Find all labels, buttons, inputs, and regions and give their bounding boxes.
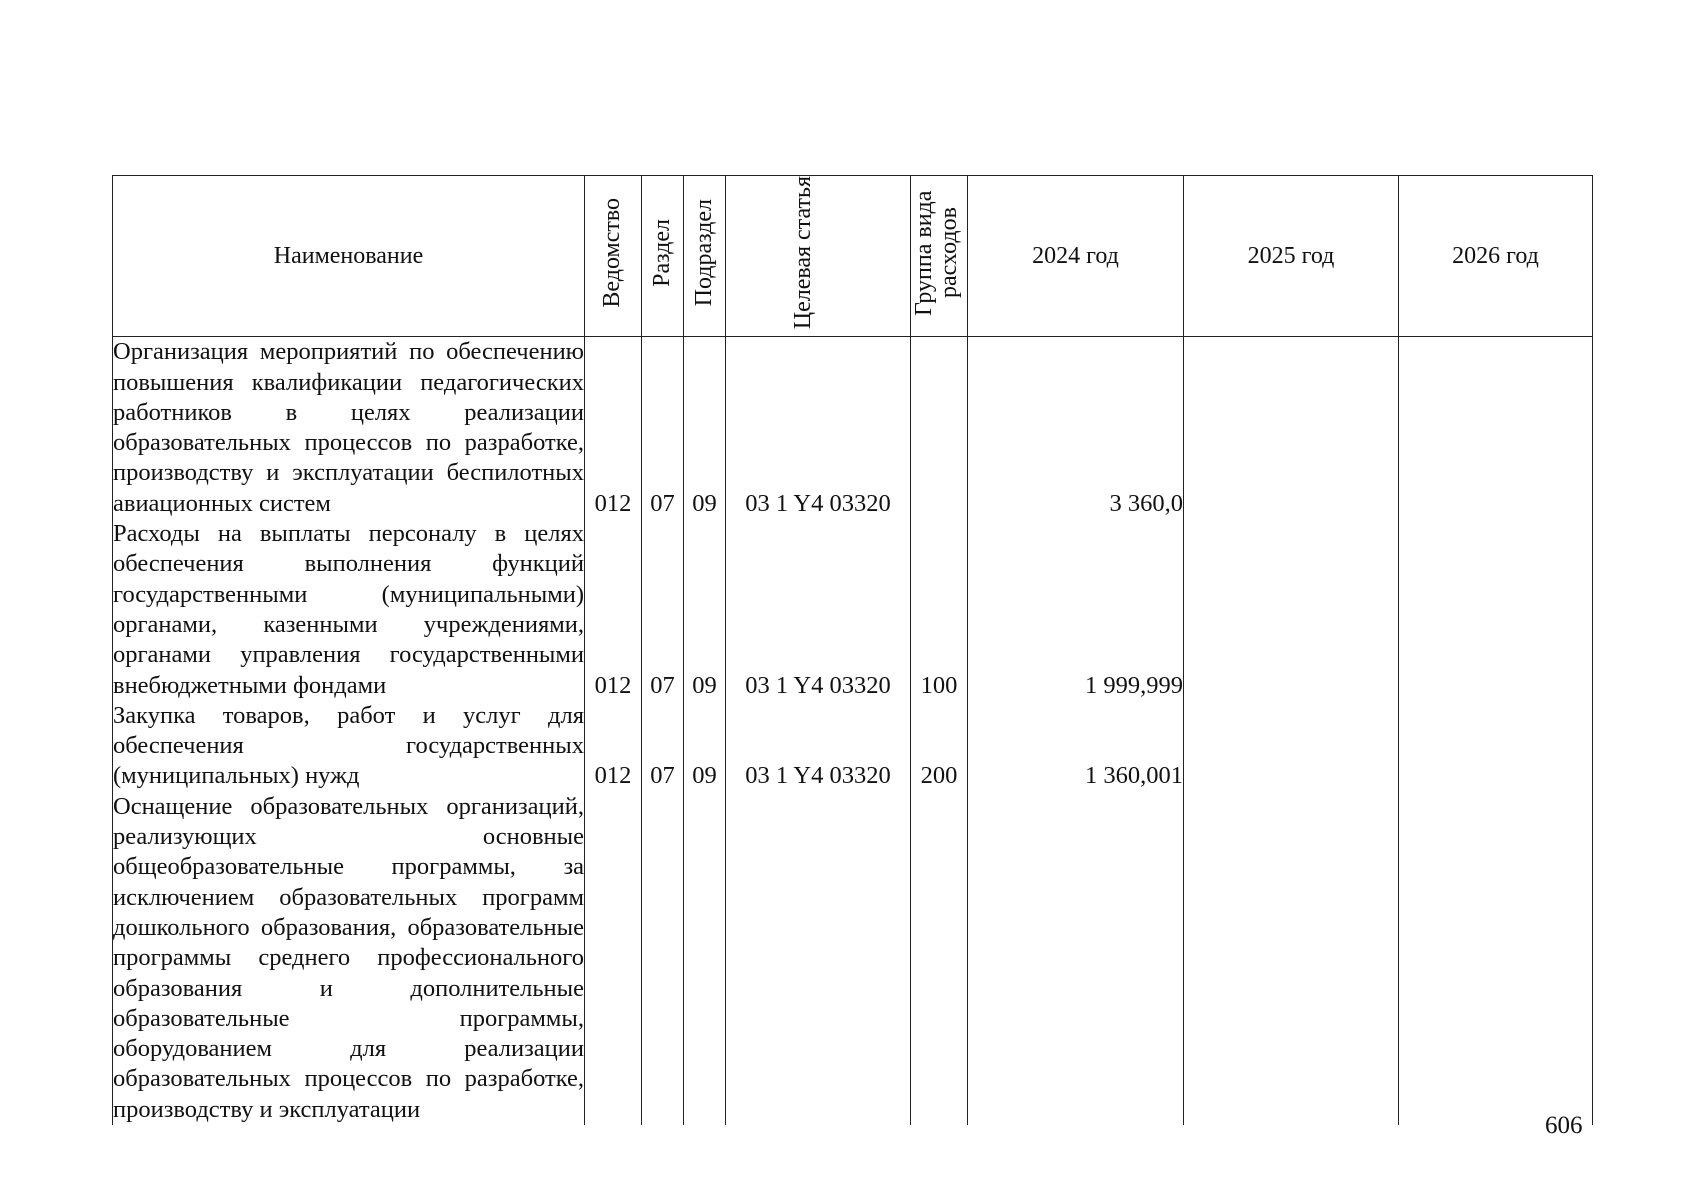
row-2026: [1399, 792, 1593, 1125]
row-2025: [1184, 519, 1399, 701]
row-subsection: 09: [684, 519, 726, 701]
row-expense-group: 200: [911, 701, 968, 792]
header-subsection: Подраздел: [684, 176, 726, 337]
row-department: 012: [585, 337, 642, 519]
row-section: 07: [642, 337, 684, 519]
row-2024: 3 360,0: [968, 337, 1184, 519]
row-2024: [968, 792, 1184, 1125]
header-2025: 2025 год: [1184, 176, 1399, 337]
budget-table: [112, 175, 1593, 1125]
row-subsection: [684, 792, 726, 1125]
header-name: Наименование: [113, 176, 585, 337]
row-name: Закупка товаров, работ и услуг для обеспечения государственных (муниципальных) нужд: [113, 701, 585, 792]
header-2024: 2024 год: [968, 176, 1184, 337]
row-name: Оснащение образовательных организаций, реализующих основные общеобразовательные программы, за исключением образовательных программ дошкольного образования, образовательные программы среднего профессионального образования и дополнительные образовательные программы, оборудованием для реализации образовательных процессов по разработке, производству и эксплуатации: [113, 792, 585, 1125]
table-row: [113, 337, 1593, 519]
table-row: [113, 792, 1593, 1125]
header-2026: 2026 год: [1399, 176, 1593, 337]
table-row: [113, 519, 1593, 701]
row-2024: 1 999,999: [968, 519, 1184, 701]
row-2026: [1399, 337, 1593, 519]
header-section: Раздел: [642, 176, 684, 337]
row-expense-group: 100: [911, 519, 968, 701]
row-section: [642, 792, 684, 1125]
row-expense-group: [911, 337, 968, 519]
row-2025: [1184, 701, 1399, 792]
row-2025: [1184, 792, 1399, 1125]
row-2026: [1399, 701, 1593, 792]
row-target-item: [726, 792, 911, 1125]
row-target-item: 03 1 Y4 03320: [726, 519, 911, 701]
row-2024: 1 360,001: [968, 701, 1184, 792]
table-row: [113, 701, 1593, 792]
row-subsection: 09: [684, 337, 726, 519]
row-subsection: 09: [684, 701, 726, 792]
row-name: Организация мероприятий по обеспечению повышения квалификации педагогических работников в целях реализации образовательных процессов по разработке, производству и эксплуатации беспилотных авиационных систем: [113, 337, 585, 519]
header-expense-group: Группа вида расходов: [911, 176, 968, 337]
row-department: 012: [585, 519, 642, 701]
row-target-item: 03 1 Y4 03320: [726, 701, 911, 792]
row-section: 07: [642, 701, 684, 792]
row-name: Расходы на выплаты персоналу в целях обеспечения выполнения функций государственными (муниципальными) органами, казенными учреждениями, органами управления государственными внебюджетными фондами: [113, 519, 585, 701]
row-department: [585, 792, 642, 1125]
header-department: Ведомство: [585, 176, 642, 337]
row-expense-group: [911, 792, 968, 1125]
row-2026: [1399, 519, 1593, 701]
row-2025: [1184, 337, 1399, 519]
row-department: 012: [585, 701, 642, 792]
row-target-item: 03 1 Y4 03320: [726, 337, 911, 519]
row-section: 07: [642, 519, 684, 701]
page-number: 606: [1545, 1112, 1583, 1139]
table-header-row: [113, 176, 1593, 337]
header-target-item: Целевая статья: [726, 176, 911, 337]
